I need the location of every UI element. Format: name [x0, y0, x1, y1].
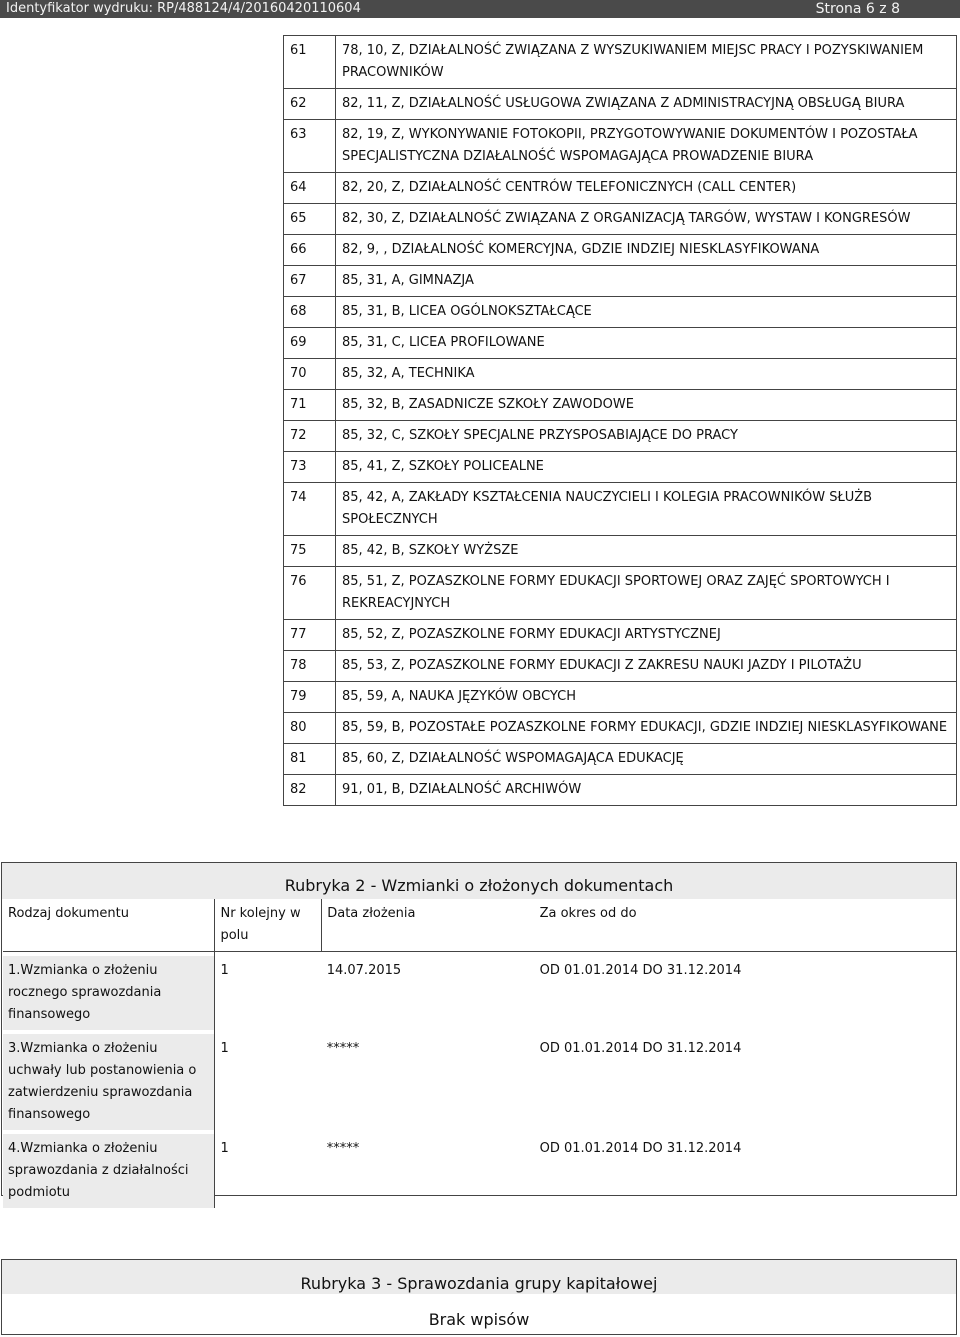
activity-description: 85, 59, B, POZOSTAŁE POZASZKOLNE FORMY EDUKACJI, GDZIE INDZIEJ NIESKLASYFIKOWANE: [336, 713, 957, 744]
no-entries-text: Brak wpisów: [428, 1310, 530, 1329]
activity-description: 85, 51, Z, POZASZKOLNE FORMY EDUKACJI SPORTOWEJ ORAZ ZAJĘĆ SPORTOWYCH I REKREACYJNYCH: [336, 567, 957, 620]
table-row: [284, 297, 957, 328]
activity-description: 82, 19, Z, WYKONYWANIE FOTOKOPII, PRZYGOTOWYWANIE DOKUMENTÓW I POZOSTAŁA SPECJALISTYCZNA DZIAŁALNOŚĆ WSPOMAGAJĄCA PROWADZENIE BIURA: [336, 120, 957, 173]
activity-description: 85, 59, A, NAUKA JĘZYKÓW OBCYCH: [336, 682, 957, 713]
table-row: [284, 204, 957, 235]
row-number: 76: [284, 567, 336, 620]
table-row: [284, 651, 957, 682]
activity-description: 85, 32, C, SZKOŁY SPECJALNE PRZYSPOSABIAJĄCE DO PRACY: [336, 421, 957, 452]
row-number: 67: [284, 266, 336, 297]
page-number: Strona 6 z 8: [815, 1, 900, 17]
table-row: [284, 173, 957, 204]
activity-description: 82, 9, , DZIAŁALNOŚĆ KOMERCYJNA, GDZIE INDZIEJ NIESKLASYFIKOWANA: [336, 235, 957, 266]
activity-description: 85, 52, Z, POZASZKOLNE FORMY EDUKACJI ARTYSTYCZNEJ: [336, 620, 957, 651]
table-row: [284, 682, 957, 713]
table-row: [284, 452, 957, 483]
row-number: 62: [284, 89, 336, 120]
table-row: [3, 1034, 956, 1130]
table-row: [284, 328, 957, 359]
table-row: [3, 1134, 956, 1208]
table-row: [284, 483, 957, 536]
row-number: 63: [284, 120, 336, 173]
document-period: OD 01.01.2014 DO 31.12.2014: [539, 963, 742, 978]
table-row: [284, 421, 957, 452]
row-number: 71: [284, 390, 336, 421]
table-row: [284, 235, 957, 266]
row-number: 70: [284, 359, 336, 390]
row-number: 78: [284, 651, 336, 682]
activity-description: 85, 31, C, LICEA PROFILOWANE: [336, 328, 957, 359]
row-number: 61: [284, 36, 336, 89]
document-type: 1.Wzmianka o złożeniu rocznego sprawozdania finansowego: [3, 956, 215, 1030]
row-number: 69: [284, 328, 336, 359]
column-header: Nr kolejny w polu: [215, 899, 322, 952]
table-row: [284, 713, 957, 744]
activity-description: 78, 10, Z, DZIAŁALNOŚĆ ZWIĄZANA Z WYSZUKIWANIEM MIEJSC PRACY I POZYSKIWANIEM PRACOWNIKÓW: [336, 36, 957, 89]
row-number: 81: [284, 744, 336, 775]
activity-description: 85, 42, A, ZAKŁADY KSZTAŁCENIA NAUCZYCIELI I KOLEGIA PRACOWNIKÓW SŁUŻB SPOŁECZNYCH: [336, 483, 957, 536]
activity-description: 85, 42, B, SZKOŁY WYŻSZE: [336, 536, 957, 567]
activity-description: 85, 31, B, LICEA OGÓLNOKSZTAŁCĄCE: [336, 297, 957, 328]
document-number: 1: [215, 1134, 322, 1208]
activity-description: 85, 32, A, TECHNIKA: [336, 359, 957, 390]
table-row: [284, 744, 957, 775]
document-period: OD 01.01.2014 DO 31.12.2014: [539, 1041, 742, 1056]
document-date: 14.07.2015: [326, 963, 402, 978]
row-number: 77: [284, 620, 336, 651]
table-row: [284, 266, 957, 297]
table-row: [284, 89, 957, 120]
row-number: 79: [284, 682, 336, 713]
row-number: 65: [284, 204, 336, 235]
document-type: 3.Wzmianka o złożeniu uchwały lub postanowienia o zatwierdzeniu sprawozdania finansowego: [3, 1034, 215, 1130]
pkd-activity-table: [283, 35, 957, 806]
activity-description: 85, 53, Z, POZASZKOLNE FORMY EDUKACJI Z ZAKRESU NAUKI JAZDY I PILOTAŻU: [336, 651, 957, 682]
column-header: Data złożenia: [322, 899, 535, 952]
rubryka-2-title: Rubryka 2 - Wzmianki o złożonych dokumentach: [284, 876, 674, 895]
row-number: 82: [284, 775, 336, 806]
table-row: [3, 956, 956, 1030]
table-row: [284, 567, 957, 620]
document-number: 1: [215, 956, 322, 1030]
document-period: OD 01.01.2014 DO 31.12.2014: [539, 1141, 742, 1156]
table-row: [284, 36, 957, 89]
table-row: [284, 120, 957, 173]
print-identifier: Identyfikator wydruku: RP/488124/4/20160420110604: [6, 1, 361, 16]
row-number: 75: [284, 536, 336, 567]
rubryka-2-section: [1, 862, 957, 1200]
document-type: 4.Wzmianka o złożeniu sprawozdania z działalności podmiotu: [3, 1134, 215, 1208]
documents-table-header: [3, 899, 956, 952]
row-number: 64: [284, 173, 336, 204]
rubryka-3-title: Rubryka 3 - Sprawozdania grupy kapitałowej: [300, 1274, 658, 1293]
activity-description: 82, 20, Z, DZIAŁALNOŚĆ CENTRÓW TELEFONICZNYCH (CALL CENTER): [336, 173, 957, 204]
table-row: [284, 620, 957, 651]
column-header: Za okres od do: [535, 899, 956, 952]
table-row: [284, 359, 957, 390]
rubryka-3-section: [1, 1259, 957, 1335]
row-number: 68: [284, 297, 336, 328]
documents-table: [3, 899, 956, 1208]
activity-description: 85, 41, Z, SZKOŁY POLICEALNE: [336, 452, 957, 483]
activity-description: 82, 30, Z, DZIAŁALNOŚĆ ZWIĄZANA Z ORGANIZACJĄ TARGÓW, WYSTAW I KONGRESÓW: [336, 204, 957, 235]
document-date: *****: [326, 1041, 360, 1056]
row-number: 66: [284, 235, 336, 266]
row-number: 80: [284, 713, 336, 744]
row-number: 73: [284, 452, 336, 483]
column-header: Rodzaj dokumentu: [3, 899, 215, 952]
activity-description: 85, 60, Z, DZIAŁALNOŚĆ WSPOMAGAJĄCA EDUKACJĘ: [336, 744, 957, 775]
document-date: *****: [326, 1141, 360, 1156]
print-header: [0, 0, 960, 18]
row-number: 74: [284, 483, 336, 536]
document-number: 1: [215, 1034, 322, 1130]
activity-description: 85, 31, A, GIMNAZJA: [336, 266, 957, 297]
activity-description: 91, 01, B, DZIAŁALNOŚĆ ARCHIWÓW: [336, 775, 957, 806]
activity-description: 85, 32, B, ZASADNICZE SZKOŁY ZAWODOWE: [336, 390, 957, 421]
table-row: [284, 390, 957, 421]
row-number: 72: [284, 421, 336, 452]
table-row: [284, 536, 957, 567]
activity-description: 82, 11, Z, DZIAŁALNOŚĆ USŁUGOWA ZWIĄZANA Z ADMINISTRACYJNĄ OBSŁUGĄ BIURA: [336, 89, 957, 120]
table-row: [284, 775, 957, 806]
